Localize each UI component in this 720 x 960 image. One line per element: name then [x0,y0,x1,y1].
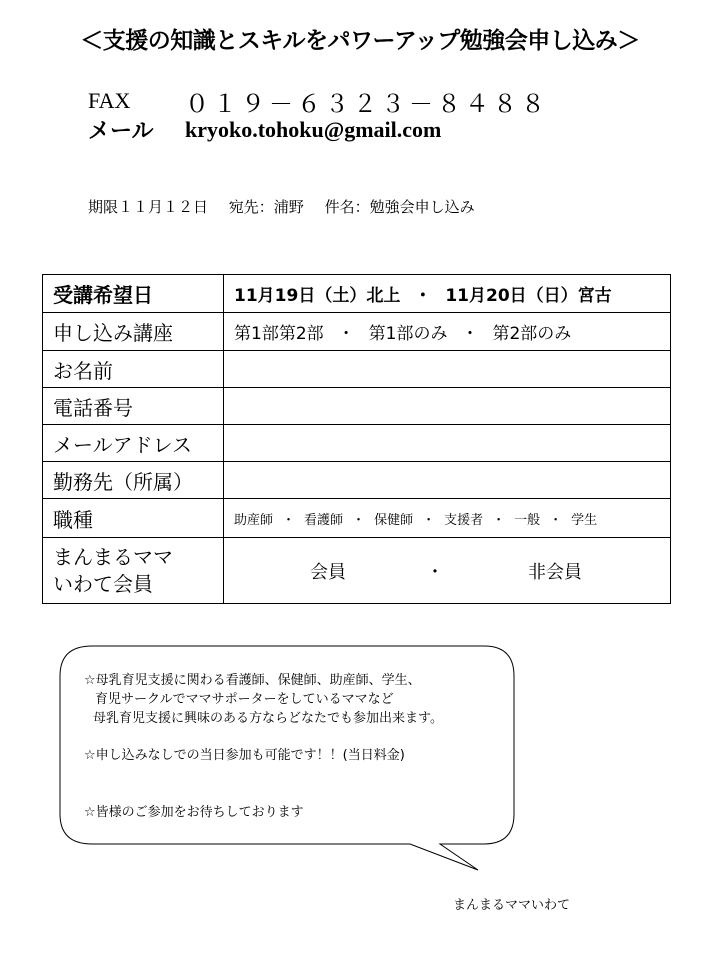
occupation-option-supporter[interactable]: 支援者 [444,512,484,528]
course-option-both[interactable]: 第1部第2部 [234,324,324,344]
note-line: 母乳育児支援に興味のある方ならどなたでも参加出来ます。 [93,711,443,726]
membership-option-non-member[interactable]: 非会員 [528,561,582,583]
row-label-dates: 受講希望日 [43,275,224,313]
deadline-date: 期限１１月１２日 [88,198,209,216]
row-label-course: 申し込み講座 [43,313,224,351]
course-option-part1[interactable]: 第1部のみ [368,324,448,344]
course-option-part2[interactable]: 第2部のみ [492,324,572,344]
row-label-membership-line2: いわて会員 [53,571,153,596]
note-line: ☆母乳育児支援に関わる看護師、保健師、助産師、学生、 [84,673,421,688]
note-line: ☆皆様のご参加をお待ちしております [84,805,304,820]
option-separator: ・ [426,561,444,583]
option-separator: ・ [422,512,436,528]
fax-label: FAX [88,88,131,113]
row-label-name: お名前 [43,351,224,388]
occupation-option-student[interactable]: 学生 [571,512,598,528]
page-title: ＜支援の知識とスキルをパワーアップ勉強会申し込み＞ [80,28,640,54]
deadline-subject: 件名：勉強会申し込み [324,198,475,216]
row-label-workplace: 勤務先（所属） [43,462,224,499]
option-separator: ・ [414,286,432,306]
mail-address: kryoko.tohoku@gmail.com [185,117,442,142]
row-label-membership-line1: まんまるママ [53,544,173,569]
option-separator: ・ [461,324,479,344]
occupation-option-midwife[interactable]: 助産師 [234,512,274,528]
option-separator: ・ [337,324,355,344]
occupation-option-nurse[interactable]: 看護師 [304,512,344,528]
option-separator: ・ [282,512,296,528]
deadline-recipient: 宛先：浦野 [228,198,304,216]
row-label-occupation: 職種 [43,499,224,538]
option-separator: ・ [492,512,506,528]
membership-option-member[interactable]: 会員 [310,561,346,583]
mail-label: メール [88,119,154,144]
option-separator: ・ [352,512,366,528]
date-option-miyako[interactable]: 11月20日（日）宮古 [445,286,612,306]
note-line: ☆申し込みなしでの当日参加も可能です！！(当日料金) [84,748,405,763]
occupation-option-public-health-nurse[interactable]: 保健師 [374,512,414,528]
occupation-option-general[interactable]: 一般 [514,512,541,528]
note-line: 育児サークルでママサポーターをしているママなど [95,692,394,707]
fax-number: ０１９－６３２３－８４８８ [185,90,549,118]
row-label-phone: 電話番号 [43,388,224,425]
option-separator: ・ [549,512,563,528]
row-label-email: メールアドレス [43,425,224,462]
organization-signature: まんまるママいわて [453,898,571,913]
date-option-kitakami[interactable]: 11月19日（土）北上 [234,286,401,306]
